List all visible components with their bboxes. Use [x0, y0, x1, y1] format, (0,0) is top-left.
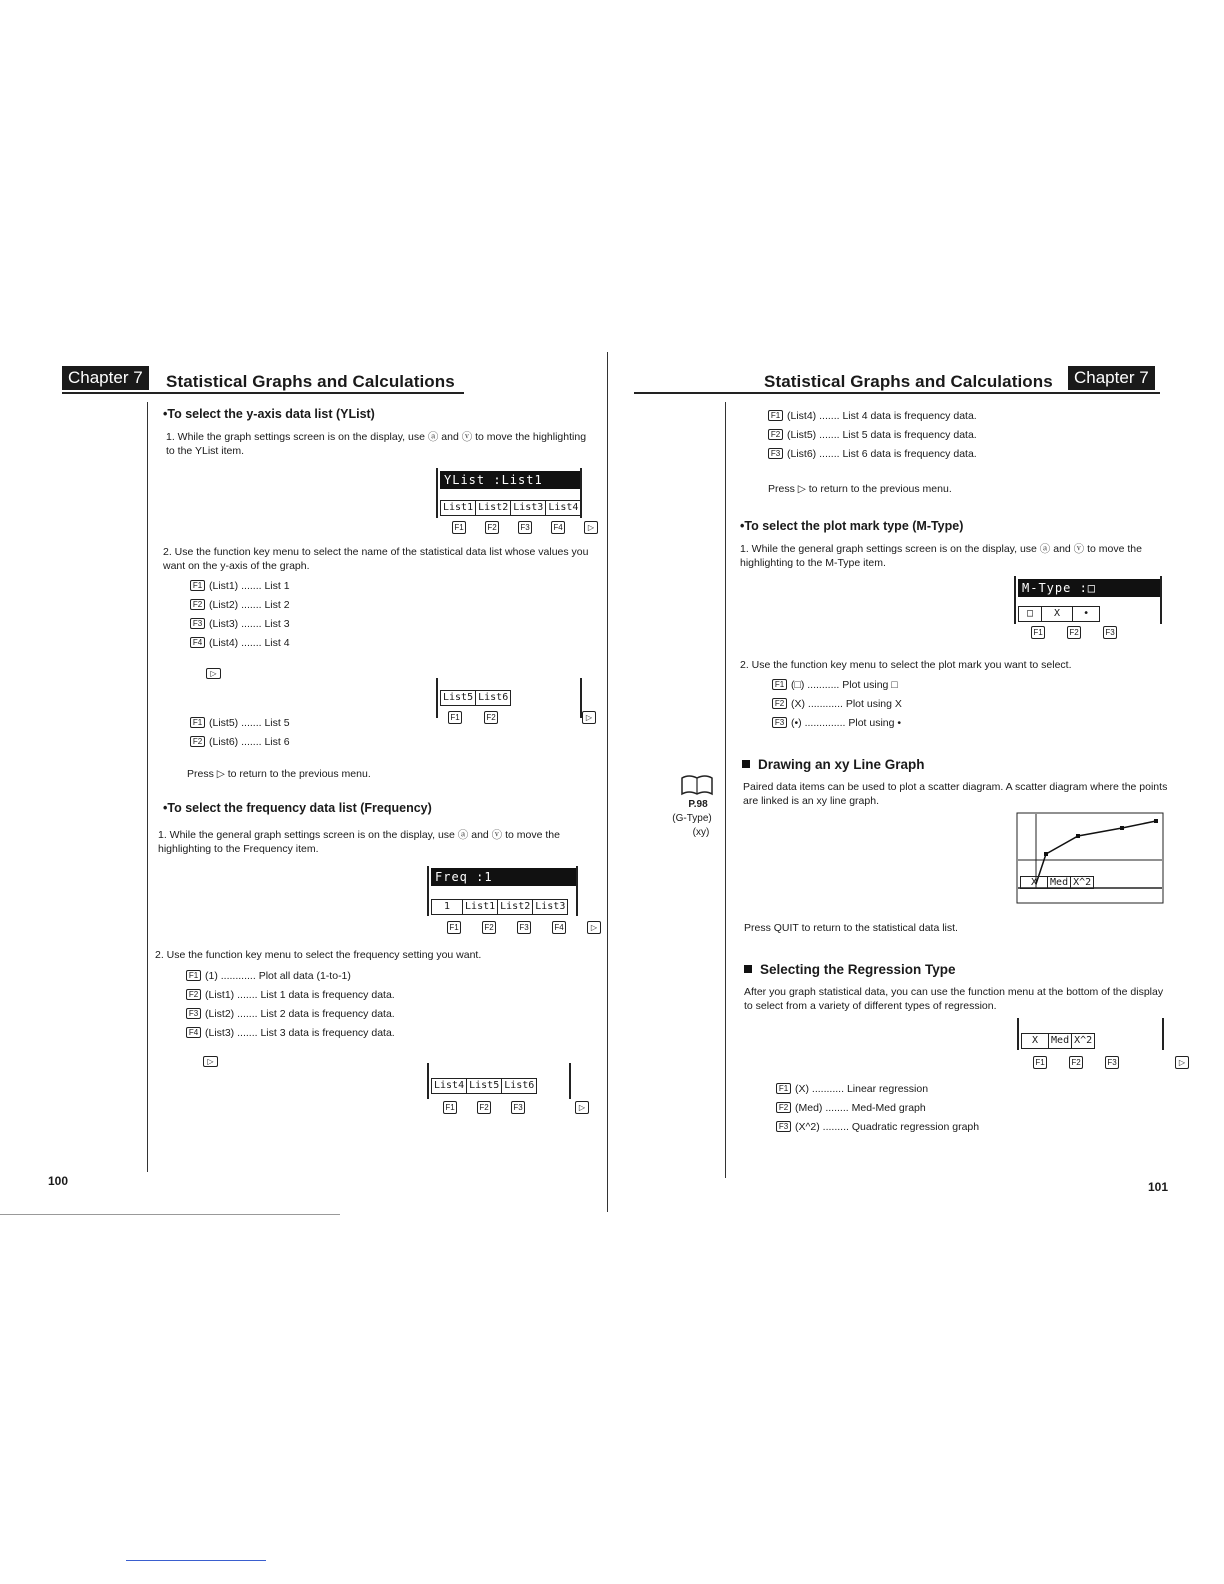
xy-paragraph: Paired data items can be used to plot a scatter diagram. A scatter diagram where the points are linked is an xy line graph. — [743, 781, 1168, 807]
screen-edge — [569, 1063, 571, 1099]
f3-key: F3 — [1103, 626, 1117, 639]
freq-item: F4 (List3) ....... List 3 data is frequency data. — [186, 1027, 395, 1039]
menu-cell: List2 — [475, 500, 511, 516]
menu-cell: List2 — [497, 899, 533, 915]
menu-cell: X^2 — [1070, 876, 1094, 889]
function-key-icon: F1 — [190, 580, 205, 591]
function-key-icon: F3 — [190, 618, 205, 629]
freq-step-1: 1. While the general graph settings screen is on the display, use ⓐ and ⓥ to move the highlighting to the Frequency item. — [158, 829, 560, 855]
freq-item: F3 (List2) ....... List 2 data is frequency data. — [186, 1008, 395, 1020]
menu-cell: List4 — [545, 500, 581, 516]
function-key-icon: F1 — [190, 717, 205, 728]
regression-screen-menu — [1021, 1033, 1094, 1049]
mtype-section-title: •To select the plot mark type (M-Type) — [740, 519, 964, 533]
next-key-icon: ▷ — [206, 668, 221, 679]
ylist-step-1: 1. While the graph settings screen is on the display, use ⓐ and ⓥ to move the highlighting to the YList item. — [166, 431, 587, 457]
screen-edge — [427, 1063, 429, 1099]
freq-screen-menu — [431, 899, 567, 915]
ylist-item: F4 (List4) ....... List 4 — [190, 637, 290, 649]
function-key-icon: F2 — [772, 698, 787, 709]
margin-rule — [725, 402, 726, 1178]
regression-fkeys — [1033, 1056, 1189, 1069]
f3-key: F3 — [1105, 1056, 1119, 1069]
function-key-icon: F3 — [768, 448, 783, 459]
screen-edge — [427, 866, 429, 916]
regression-paragraph: After you graph statistical data, you can use the function menu at the bottom of the display to select from a variety of different types of regression. — [744, 986, 1164, 1012]
page-gutter — [607, 352, 608, 1212]
ylist-fkeys — [452, 521, 598, 534]
f1-key: F1 — [1031, 626, 1045, 639]
freq-fkeys-2 — [443, 1101, 589, 1114]
next-key-label — [206, 668, 225, 680]
screen-edge — [576, 866, 578, 916]
freq-item-cont: F1 (List4) ....... List 4 data is frequency data. — [768, 410, 977, 422]
next-key-icon: ▷ — [203, 1056, 218, 1067]
menu-cell: X — [1020, 876, 1048, 889]
screen-edge — [1014, 576, 1016, 624]
f1-key: F1 — [452, 521, 466, 534]
menu-cell: List3 — [532, 899, 568, 915]
ylist-fkeys-2 — [448, 711, 596, 724]
menu-cell: List5 — [440, 690, 476, 706]
function-key-icon: F2 — [186, 989, 201, 1000]
mtype-step-1: 1. While the general graph settings screen is on the display, use ⓐ and ⓥ to move the highlighting to the M-Type item. — [740, 543, 1142, 569]
function-key-icon: F2 — [768, 429, 783, 440]
next-key: ▷ — [1175, 1056, 1189, 1069]
function-key-icon: F4 — [190, 637, 205, 648]
chapter-badge: Chapter 7 — [62, 366, 149, 390]
ylist-item: F2 (List2) ....... List 2 — [190, 599, 290, 611]
f2-key: F2 — [485, 521, 499, 534]
f2-key: F2 — [482, 921, 496, 934]
scan-edge-line — [126, 1560, 266, 1561]
xy-section-heading: Drawing an xy Line Graph — [742, 757, 925, 772]
next-key: ▷ — [582, 711, 596, 724]
regression-section-heading: Selecting the Regression Type — [744, 962, 956, 977]
next-key: ▷ — [575, 1101, 589, 1114]
mtype-item: F3 (•) .............. Plot using • — [772, 717, 901, 729]
menu-cell: List6 — [475, 690, 511, 706]
page-number: 101 — [1148, 1180, 1169, 1194]
menu-cell: X — [1041, 606, 1073, 622]
menu-cell: 1 — [431, 899, 463, 915]
screen-edge — [1017, 1018, 1019, 1050]
mtype-item: F1 (□) ........... Plot using □ — [772, 679, 898, 691]
function-key-icon: F3 — [186, 1008, 201, 1019]
f1-key: F1 — [443, 1101, 457, 1114]
freq-item-cont: F2 (List5) ....... List 5 data is frequency data. — [768, 429, 977, 441]
menu-cell: Med — [1047, 876, 1071, 889]
menu-cell: List6 — [501, 1078, 537, 1094]
menu-cell: List5 — [466, 1078, 502, 1094]
page-number: 100 — [48, 1174, 69, 1188]
function-key-icon: F3 — [776, 1121, 791, 1132]
ylist-step-2: 2. Use the function key menu to select the name of the statistical data list whose values you want on the y-axis of the graph. — [163, 546, 589, 572]
f3-key: F3 — [518, 521, 532, 534]
xy-line-graph-screen — [1016, 812, 1164, 904]
press-quit-text: Press QUIT to return to the statistical data list. — [744, 922, 958, 934]
f1-key: F1 — [448, 711, 462, 724]
freq-step-2: 2. Use the function key menu to select the frequency setting you want. — [155, 949, 482, 961]
menu-cell: X — [1021, 1033, 1049, 1049]
menu-cell: List3 — [510, 500, 546, 516]
regression-item: F3 (X^2) ......... Quadratic regression graph — [776, 1121, 979, 1133]
reference-page: P.98 — [688, 799, 708, 810]
ylist-screen-menu — [440, 500, 580, 516]
margin-rule — [147, 402, 148, 1172]
book-reference-icon — [680, 774, 714, 798]
square-bullet-icon — [744, 965, 752, 973]
header-rule — [634, 392, 1160, 394]
freq-section-title: •To select the frequency data list (Frequency) — [163, 801, 432, 815]
f2-key: F2 — [484, 711, 498, 724]
ylist-section-title: •To select the y-axis data list (YList) — [163, 407, 375, 421]
screen-edge — [1160, 576, 1162, 624]
square-bullet-icon — [742, 760, 750, 768]
reference-xy: (xy) — [692, 827, 710, 838]
ylist-screen-line: YList :List1 — [440, 471, 580, 489]
function-key-icon: F3 — [772, 717, 787, 728]
right-page — [612, 0, 1224, 1584]
function-key-icon: F1 — [186, 970, 201, 981]
menu-cell: List4 — [431, 1078, 467, 1094]
mtype-fkeys — [1031, 626, 1117, 639]
freq-screen-menu-2 — [431, 1078, 536, 1094]
xy-screen-menu — [1020, 876, 1093, 889]
menu-cell: List1 — [462, 899, 498, 915]
freq-item: F1 (1) ............ Plot all data (1-to-1) — [186, 970, 351, 982]
screen-edge — [436, 678, 438, 718]
f1-key: F1 — [1033, 1056, 1047, 1069]
ylist-item: F1 (List5) ....... List 5 — [190, 717, 290, 729]
ylist-screen-menu-2 — [440, 690, 510, 706]
function-key-icon: F1 — [776, 1083, 791, 1094]
f4-key: F4 — [552, 921, 566, 934]
press-return-text: Press ▷ to return to the previous menu. — [187, 768, 371, 780]
next-key-label-2 — [203, 1056, 222, 1068]
f3-key: F3 — [517, 921, 531, 934]
chapter-badge: Chapter 7 — [1068, 366, 1155, 390]
mtype-step-2: 2. Use the function key menu to select the plot mark you want to select. — [740, 659, 1072, 671]
function-key-icon: F1 — [768, 410, 783, 421]
ylist-item: F1 (List1) ....... List 1 — [190, 580, 290, 592]
next-key: ▷ — [587, 921, 601, 934]
ylist-item: F2 (List6) ....... List 6 — [190, 736, 290, 748]
freq-item-cont: F3 (List6) ....... List 6 data is frequency data. — [768, 448, 977, 460]
freq-screen-line: Freq :1 — [431, 868, 577, 886]
f2-key: F2 — [1069, 1056, 1083, 1069]
ylist-item: F3 (List3) ....... List 3 — [190, 618, 290, 630]
press-return-text: Press ▷ to return to the previous menu. — [768, 483, 952, 495]
function-key-icon: F2 — [190, 736, 205, 747]
f3-key: F3 — [511, 1101, 525, 1114]
menu-cell: □ — [1018, 606, 1042, 622]
screen-edge — [436, 468, 438, 518]
function-key-icon: F1 — [772, 679, 787, 690]
function-key-icon: F4 — [186, 1027, 201, 1038]
f1-key: F1 — [447, 921, 461, 934]
regression-item: F2 (Med) ........ Med-Med graph — [776, 1102, 926, 1114]
freq-item: F2 (List1) ....... List 1 data is frequency data. — [186, 989, 395, 1001]
mtype-screen-menu — [1018, 606, 1099, 622]
f2-key: F2 — [477, 1101, 491, 1114]
screen-edge — [1162, 1018, 1164, 1050]
scan-edge-line — [0, 1214, 340, 1215]
mtype-screen-line: M-Type :□ — [1018, 579, 1162, 597]
reference-gtype: (G-Type) — [672, 813, 712, 824]
menu-cell: • — [1072, 606, 1100, 622]
page-header-title: Statistical Graphs and Calculations — [166, 372, 455, 391]
menu-cell: Med — [1048, 1033, 1072, 1049]
mtype-item: F2 (X) ............ Plot using X — [772, 698, 902, 710]
regression-item: F1 (X) ........... Linear regression — [776, 1083, 928, 1095]
page-header-title: Statistical Graphs and Calculations — [764, 372, 1053, 391]
f2-key: F2 — [1067, 626, 1081, 639]
menu-cell: List1 — [440, 500, 476, 516]
next-key: ▷ — [584, 521, 598, 534]
left-page — [0, 0, 610, 1584]
function-key-icon: F2 — [190, 599, 205, 610]
f4-key: F4 — [551, 521, 565, 534]
header-rule — [62, 392, 464, 394]
freq-fkeys — [447, 921, 601, 934]
menu-cell: X^2 — [1071, 1033, 1095, 1049]
function-key-icon: F2 — [776, 1102, 791, 1113]
